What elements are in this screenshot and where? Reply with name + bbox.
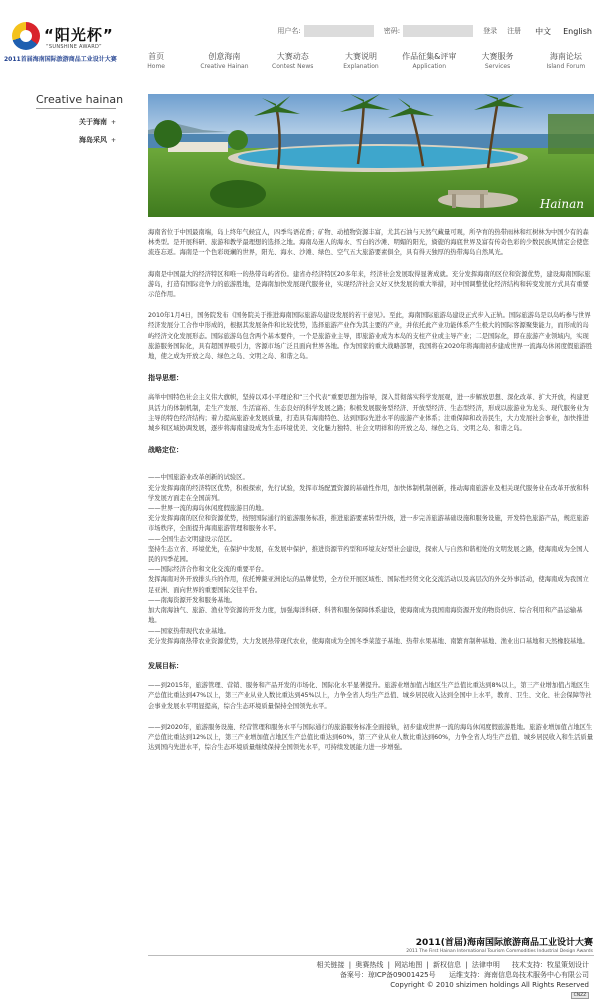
footer-info — [316, 960, 589, 991]
logo-subtitle: 2011首届海南国际旅游商品工业设计大赛 — [4, 56, 117, 63]
section-heading-development-goals: 发展目标： — [148, 661, 183, 670]
strategy-desc: 坚持生态立省、环境优先，在保护中发展，在发展中保护，推进资源节约型和环境友好型社会建设，探索人与自然和谐相处的文明发展之路，使海南成为全国人民的四季花园。 — [148, 545, 589, 564]
footer-tech-support: 技术支持：牧星策划设计 — [512, 961, 589, 969]
username-label: 用户名: — [277, 27, 301, 35]
password-label: 密码: — [383, 27, 401, 35]
nav-item-application[interactable] — [395, 51, 463, 73]
cnzz-counter-badge[interactable]: CNZZ — [571, 992, 589, 999]
sidebar-item-label: 关于海南 — [78, 118, 107, 126]
strategy-list — [148, 473, 594, 646]
hero-caption: Hainan — [539, 197, 584, 211]
section-heading-strategic-positioning: 战略定位： — [148, 446, 183, 455]
strategy-title: ——南海资源开发和服务基地。 — [148, 596, 237, 604]
nav-label-cn: 大赛说明 — [344, 52, 377, 61]
article-paragraph: ——到2015年，旅游管理、营销、服务和产品开发的市场化、国际化水平显著提升。旅游业增加值占地区生产总值比重达到8%以上，第三产业增加值占地区生产总值比重达到47%以上，第三产业从业人数比重达到45%以上，力争全省人均生产总值、城乡居民收入达到全国中上水平，教育、卫生、文化、社会保障等社会事业发展水平明显提高，综合生态环境质量保持全国领先水平。 — [148, 682, 592, 710]
logo-emblem-icon — [12, 22, 40, 50]
strategy-title: ——全国生态文明建设示范区。 — [148, 535, 237, 543]
article-paragraph: 海南是中国最大的经济特区和唯一的热带岛屿省份。建省办经济特区20多年来，经济社会发展取得显著成就。充分发挥海南的区位和资源优势，建设海南国际旅游岛，打造有国际竞争力的旅游胜地，是海南加快发展现代服务业，实现经济社会又好又快发展的重大举措，对中国调整优化经济结构和转变发展方式具有重要示范作用。 — [148, 270, 591, 299]
strategy-title: ——世界一流的海岛休闲度假旅游目的地。 — [148, 505, 268, 513]
plus-icon: + — [110, 118, 116, 126]
nav-label-en: Home — [147, 63, 165, 70]
footer-brand-title: 2011(首届)海南国际旅游商品工业设计大赛 — [415, 938, 593, 948]
nav-label-en: Creative Hainan — [200, 63, 249, 70]
footer-divider — [148, 955, 594, 956]
nav-label-cn: 大赛动态 — [276, 52, 309, 61]
sidebar-title: Creative hainan — [36, 93, 116, 109]
nav-item-creative-hainan[interactable] — [190, 51, 258, 73]
password-input[interactable] — [403, 25, 473, 37]
strategy-desc: 发挥海南对外开放排头兵的作用，依托博鳌亚洲论坛的品牌优势，全方位开展区域性、国际性经贸文化交流活动以及高层次的外交外事活动，使海南成为我国立足亚洲、面向世界的重要国际交往平台。 — [148, 576, 589, 594]
nav-label-en: Services — [484, 63, 511, 70]
footer-link-legal[interactable]: 法律申明 — [471, 961, 500, 969]
footer-separator: | — [348, 961, 352, 969]
strategy-desc: 充分发挥海南的经济特区优势，积极探索，先行试验，发挥市场配置资源的基础性作用，加快体制机制创新，推动海南旅游业及相关现代服务业在改革开放和科学发展方面走在全国前列。 — [148, 484, 589, 502]
plus-icon: + — [110, 136, 116, 144]
strategy-title: ——中国旅游业改革创新的试验区。 — [148, 474, 249, 482]
footer-link-hotline[interactable]: 奥赛热线 — [355, 961, 384, 969]
nav-item-contest-news[interactable] — [259, 51, 327, 73]
main-nav — [122, 51, 600, 73]
article-paragraph: 高举中国特色社会主义伟大旗帜，坚持以邓小平理论和“三个代表”重要思想为指导，深入贯彻落实科学发展观，进一步解放思想、深化改革、扩大开放，构建更具活力的体制机制，走生产发展、生活富裕、生态良好的科学发展之路；积极发展服务型经济、开放型经济、生态型经济，形成以旅游业为龙头、现代服务业为主导的特色经济结构；着力提高旅游业发展质量，打造具有海南特色、达到国际先进水平的旅游产业体系；注重保障和改善民生，大力发展社会事业，加快推进城乡和区域协调发展，逐步将海南建设成为生态环境优美、文化魅力独特、社会文明祥和的开放之岛、绿色之岛、文明之岛、和谐之岛。 — [148, 394, 590, 433]
sidebar-item-about-hainan[interactable] — [36, 115, 116, 129]
login-link[interactable]: 登录 — [483, 27, 498, 35]
site-header — [0, 0, 600, 75]
nav-label-cn: 海南论坛 — [549, 52, 582, 61]
hero-banner-image — [148, 94, 594, 217]
footer-icp: 备案号：琼ICP备09001425号 — [339, 971, 436, 980]
logo-english-title: “SUNSHINE AWARD” — [46, 44, 102, 50]
lang-english-link[interactable]: English — [563, 26, 592, 36]
nav-label-en: Explanation — [343, 63, 379, 70]
nav-label-cn: 首页 — [148, 52, 165, 61]
footer-separator: | — [465, 961, 468, 969]
article-paragraph: 海南省位于中国最南端，岛上终年气候宜人，四季鸟语花香；矿物、动植物资源丰富，尤其石油与天然气藏量可观，所孕育的热带雨林和红树林为中国少有的森林类型。是开展科研、旅游和教学最理想的选择之地。海南岛迷人的海水、雪白的沙滩、明媚的阳光，旖旎的海底世界及富有传奇色彩的少数民族风情定会使您流连忘返。海南是一个色彩斑斓的世界，阳光、海水、沙滩、绿色、空气五大旅游要素俱全，具有得天独厚的热带海岛自然风光。 — [148, 229, 589, 257]
footer-icp-row — [316, 970, 589, 980]
nav-item-home[interactable] — [122, 51, 190, 73]
footer-copyright: Copyright © 2010 shizimen holdings All Rights Reserved — [390, 981, 589, 990]
article-paragraph: ——到2020年，旅游服务设施、经营管理和服务水平与国际通行的旅游服务标准全面接轨，初步建成世界一流的海岛休闲度假旅游胜地。旅游业增加值占地区生产总值比重达到12%以上，第三产业增加值占地区生产总值比重达到60%，第三产业从业人数比重达到60%，力争全省人均生产总值、城乡居民收入和生活质量达到国内先进水平，综合生态环境质量继续保持全国领先水平，可持续发展能力进一步增强。 — [148, 723, 593, 752]
article-body — [148, 228, 594, 764]
username-input[interactable] — [304, 25, 374, 37]
footer-separator: | — [426, 961, 429, 969]
logo-title: “阳光杯” — [44, 26, 114, 44]
footer-link-sitemap[interactable]: 网站地图 — [394, 961, 423, 969]
nav-label-en: Application — [412, 63, 447, 70]
footer-ops-support: 运维支持：海南信息岛技术服务中心有限公司 — [449, 971, 589, 980]
nav-label-cn: 作品征集&评审 — [402, 52, 457, 61]
article-paragraph: 2010年1月4日，国务院发布《国务院关于推进海南国际旅游岛建设发展的若干意见》。至此，海南国际旅游岛建设正式步入正轨。国际旅游岛是以岛屿参与世界经济发展分工合作中形成的，根据其发展条件和比较优势，选择旅游产业作为其主要的产业，并依托此产业功能体系产生极大的国际客源聚集能力，而形成的岛屿经济文化发展形态。国际旅游岛包含两个基本要件，一个是旅游业主导，即旅游业成为本岛的支柱产业或主导产业；二是国际化，即在旅游产业领域内，实现旅游服务国际化，具有超国界吸引力，客源市场广泛且面向世界各地。作为国家的重大战略部署，我国将在2020年将海南初步建成世界一流海岛休闲度假旅游胜地，使之成为开放之岛、绿色之岛、文明之岛、和谐之岛。 — [148, 312, 593, 361]
footer-separator: | — [387, 961, 390, 969]
nav-label-cn: 创意海南 — [208, 52, 241, 61]
strategy-title: ——国际经济合作和文化交流的重要平台。 — [148, 566, 268, 574]
nav-item-explanation[interactable] — [327, 51, 395, 73]
footer-brand — [406, 935, 593, 954]
sidebar-item-island-scenery[interactable] — [36, 133, 116, 147]
lang-chinese-link[interactable]: 中文 — [535, 26, 552, 36]
nav-label-en: Island Forum — [546, 63, 586, 70]
footer-link-copyright-info[interactable]: 新权信息 — [433, 961, 462, 969]
footer-links-row — [316, 960, 589, 970]
footer-link-related[interactable]: 相关链接 — [316, 961, 345, 969]
strategy-desc: 充分发挥海南热带农业资源优势，大力发展热带现代农业，使海南成为全国冬季菜篮子基地、热带水果基地、南繁育制种基地、渔业出口基地和天然橡胶基地。 — [148, 637, 589, 645]
nav-label-cn: 大赛服务 — [481, 52, 514, 61]
section-heading-guiding-ideology: 指导思想： — [148, 374, 183, 383]
nav-item-services[interactable] — [463, 51, 531, 73]
footer-brand-subtitle: 2011 The First Hainan International Tourism Commodities Industrial Design Awards — [406, 949, 593, 954]
login-bar — [277, 24, 592, 38]
sidebar-item-label: 海岛采风 — [78, 136, 107, 144]
strategy-title: ——国家热带现代农业基地。 — [148, 627, 230, 635]
resort-scene-image — [148, 94, 594, 217]
sidebar-menu — [36, 115, 116, 151]
strategy-desc: 加大南海油气、旅游、渔业等资源的开发力度，加强海洋科研、科普和服务保障体系建设，使海南成为我国南海资源开发的物资供应、综合利用和产品运输基地。 — [148, 607, 583, 625]
register-link[interactable]: 注册 — [507, 27, 522, 35]
nav-item-island-forum[interactable] — [532, 51, 600, 73]
nav-label-en: Contest News — [272, 63, 314, 70]
strategy-desc: 充分发挥海南的区位和资源优势，按照国际通行的旅游服务标准，推进旅游要素转型升级，进一步完善旅游基础设施和服务设施，开发特色旅游产品，规范旅游市场秩序，全面提升海南旅游管理和服务水平。 — [148, 515, 589, 533]
